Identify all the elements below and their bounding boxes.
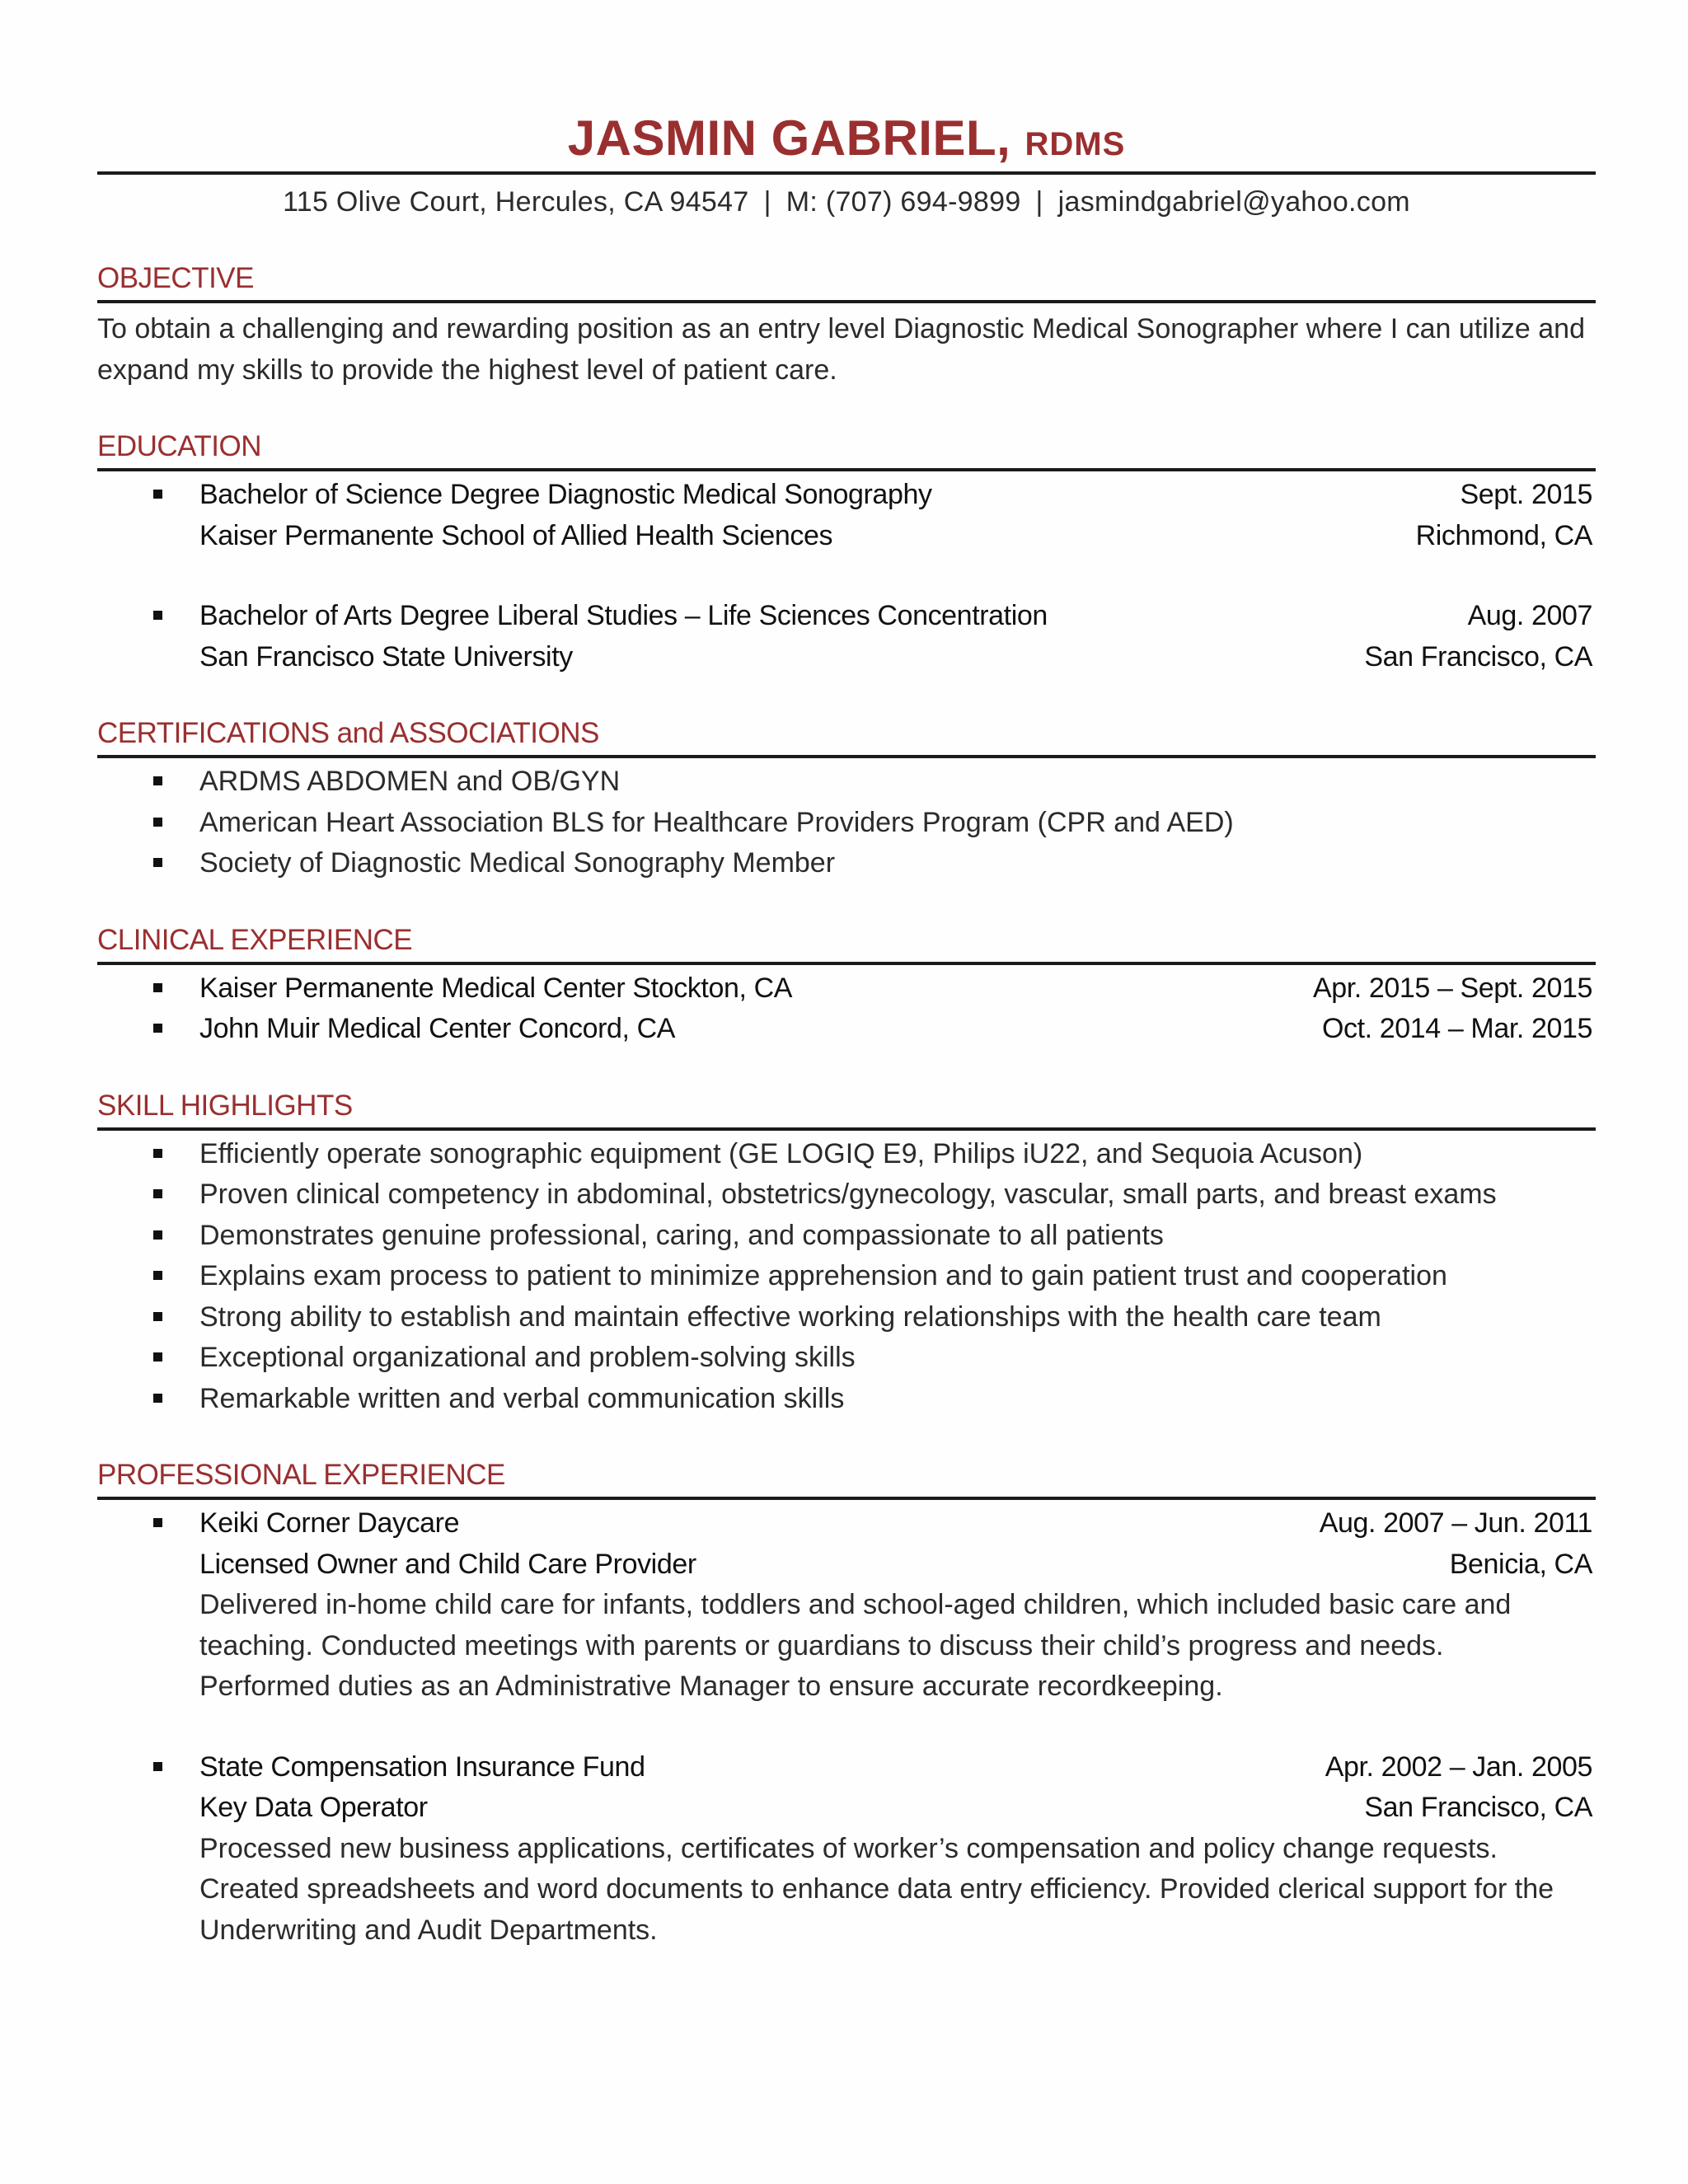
contact-info bbox=[97, 181, 1596, 223]
education-entry bbox=[97, 475, 1596, 556]
clinical-row bbox=[199, 1009, 1596, 1050]
header-divider bbox=[97, 171, 1596, 175]
job-location: Benicia, CA bbox=[1449, 1548, 1592, 1580]
job-entry bbox=[97, 1747, 1596, 1952]
list-item bbox=[97, 1338, 1596, 1379]
job-role: Key Data Operator bbox=[199, 1792, 428, 1823]
bullet-icon bbox=[153, 776, 162, 785]
clinical-list bbox=[97, 968, 1596, 1050]
skill-text: Exceptional organizational and problem-solving skills bbox=[199, 1342, 856, 1373]
job-row bbox=[199, 1788, 1596, 1829]
education-row bbox=[199, 596, 1596, 637]
clinical-row bbox=[199, 968, 1596, 1010]
list-item bbox=[97, 1009, 1596, 1050]
contact-address: 115 Olive Court, Hercules, CA 94547 bbox=[283, 186, 749, 218]
bullet-icon bbox=[153, 818, 162, 827]
job-description: Delivered in-home child care for infants, toddlers and school-aged children, which included basic care and teaching. Conducted meetings with parents or guardians to discuss their child’s progress and needs. Performed duties as an Administrative Manager to ensure accurate recordkeeping. bbox=[199, 1589, 1512, 1702]
list-item bbox=[97, 968, 1596, 1010]
bullet-icon bbox=[153, 858, 162, 867]
contact-email: jasmindgabriel@yahoo.com bbox=[1057, 186, 1410, 218]
bullet-icon bbox=[153, 1312, 162, 1321]
bullet-icon bbox=[153, 1230, 162, 1240]
objective-text: To obtain a challenging and rewarding position as an entry level Diagnostic Medical Sonographer where I can utilize and expand my skills to provide the highest level of patient care. bbox=[97, 313, 1585, 386]
job-location: San Francisco, CA bbox=[1364, 1792, 1592, 1823]
section-education bbox=[97, 429, 1596, 677]
degree: Bachelor of Arts Degree Liberal Studies – Life Sciences Concentration bbox=[199, 600, 1048, 631]
employer: Keiki Corner Daycare bbox=[199, 1507, 460, 1539]
bullet-icon bbox=[153, 1518, 162, 1527]
bullet-icon bbox=[153, 1762, 162, 1771]
section-title: EDUCATION bbox=[97, 430, 262, 462]
section-title: CLINICAL EXPERIENCE bbox=[97, 923, 413, 956]
school: Kaiser Permanente School of Allied Health Sciences bbox=[199, 519, 833, 551]
list-item bbox=[97, 1134, 1596, 1175]
section-divider bbox=[97, 962, 1596, 965]
graduation-date: Aug. 2007 bbox=[1467, 600, 1592, 631]
bullet-icon bbox=[153, 1024, 162, 1033]
certifications-list bbox=[97, 762, 1596, 884]
contact-separator: | bbox=[763, 186, 771, 218]
section-title: CERTIFICATIONS and ASSOCIATIONS bbox=[97, 717, 599, 749]
degree: Bachelor of Science Degree Diagnostic Medical Sonography bbox=[199, 479, 932, 510]
clinical-dates: Apr. 2015 – Sept. 2015 bbox=[1312, 972, 1592, 1004]
job-dates: Apr. 2002 – Jan. 2005 bbox=[1325, 1750, 1592, 1783]
employer: State Compensation Insurance Fund bbox=[199, 1750, 645, 1783]
job-row bbox=[199, 1503, 1596, 1544]
certification-text: Society of Diagnostic Medical Sonography Member bbox=[199, 847, 836, 879]
contact-phone: M: (707) 694-9899 bbox=[785, 186, 1021, 218]
list-item bbox=[97, 803, 1596, 844]
list-item bbox=[97, 1256, 1596, 1297]
section-title: PROFESSIONAL EXPERIENCE bbox=[97, 1459, 505, 1491]
skill-text: Explains exam process to patient to minimize apprehension and to gain patient trust and cooperation bbox=[199, 1260, 1447, 1291]
list-item bbox=[97, 1216, 1596, 1257]
section-certifications bbox=[97, 715, 1596, 884]
candidate-name-text: JASMIN GABRIEL, bbox=[567, 110, 1011, 166]
list-item bbox=[97, 762, 1596, 803]
skill-text: Demonstrates genuine professional, caring, and compassionate to all patients bbox=[199, 1219, 1164, 1251]
job-description: Processed new business applications, certificates of worker’s compensation and policy change requests. Created spreadsheets and word documents to enhance data entry efficiency. Provided clerical support for the Underwriting and Audit Departments. bbox=[199, 1832, 1554, 1946]
contact-separator: | bbox=[1035, 186, 1043, 218]
job-row bbox=[199, 1544, 1596, 1586]
skill-text: Remarkable written and verbal communication skills bbox=[199, 1382, 845, 1414]
bullet-icon bbox=[153, 983, 162, 992]
bullet-icon bbox=[153, 611, 162, 620]
education-row bbox=[199, 637, 1596, 678]
list-item bbox=[97, 843, 1596, 884]
section-objective bbox=[97, 260, 1596, 391]
school-location: San Francisco, CA bbox=[1364, 640, 1592, 673]
list-item bbox=[97, 1379, 1596, 1420]
professional-list bbox=[97, 1503, 1596, 1951]
candidate-name bbox=[97, 105, 1596, 171]
section-clinical-experience bbox=[97, 922, 1596, 1050]
school-location: Richmond, CA bbox=[1415, 519, 1592, 551]
job-row bbox=[199, 1747, 1596, 1788]
section-title: OBJECTIVE bbox=[97, 262, 254, 294]
resume-content bbox=[97, 105, 1596, 1951]
section-divider bbox=[97, 1127, 1596, 1131]
school: San Francisco State University bbox=[199, 640, 573, 673]
bullet-icon bbox=[153, 1189, 162, 1198]
bullet-icon bbox=[153, 490, 162, 499]
education-entry bbox=[97, 596, 1596, 677]
section-skill-highlights bbox=[97, 1088, 1596, 1420]
section-divider bbox=[97, 468, 1596, 471]
skill-text: Strong ability to establish and maintain effective working relationships with the health care team bbox=[199, 1301, 1381, 1333]
section-divider bbox=[97, 300, 1596, 303]
bullet-icon bbox=[153, 1149, 162, 1158]
clinical-site: Kaiser Permanente Medical Center Stockton, CA bbox=[199, 972, 793, 1004]
education-list bbox=[97, 475, 1596, 677]
section-professional-experience bbox=[97, 1457, 1596, 1951]
graduation-date: Sept. 2015 bbox=[1460, 479, 1592, 510]
education-row bbox=[199, 516, 1596, 557]
clinical-site: John Muir Medical Center Concord, CA bbox=[199, 1013, 676, 1044]
certification-text: ARDMS ABDOMEN and OB/GYN bbox=[199, 766, 621, 797]
job-entry bbox=[97, 1503, 1596, 1708]
certification-text: American Heart Association BLS for Healthcare Providers Program (CPR and AED) bbox=[199, 806, 1234, 838]
bullet-icon bbox=[153, 1394, 162, 1403]
section-title: SKILL HIGHLIGHTS bbox=[97, 1089, 353, 1122]
bullet-icon bbox=[153, 1271, 162, 1280]
section-divider bbox=[97, 755, 1596, 758]
candidate-credential: RDMS bbox=[1025, 126, 1126, 162]
education-row bbox=[199, 475, 1596, 516]
skill-text: Proven clinical competency in abdominal, obstetrics/gynecology, vascular, small parts, and breast exams bbox=[199, 1179, 1497, 1210]
job-role: Licensed Owner and Child Care Provider bbox=[199, 1548, 696, 1580]
list-item bbox=[97, 1297, 1596, 1338]
section-divider bbox=[97, 1497, 1596, 1500]
job-dates: Aug. 2007 – Jun. 2011 bbox=[1319, 1507, 1592, 1539]
clinical-dates: Oct. 2014 – Mar. 2015 bbox=[1321, 1013, 1592, 1044]
list-item bbox=[97, 1174, 1596, 1216]
bullet-icon bbox=[153, 1352, 162, 1361]
skill-text: Efficiently operate sonographic equipment (GE LOGIQ E9, Philips iU22, and Sequoia Acuson) bbox=[199, 1137, 1363, 1169]
skills-list bbox=[97, 1134, 1596, 1420]
